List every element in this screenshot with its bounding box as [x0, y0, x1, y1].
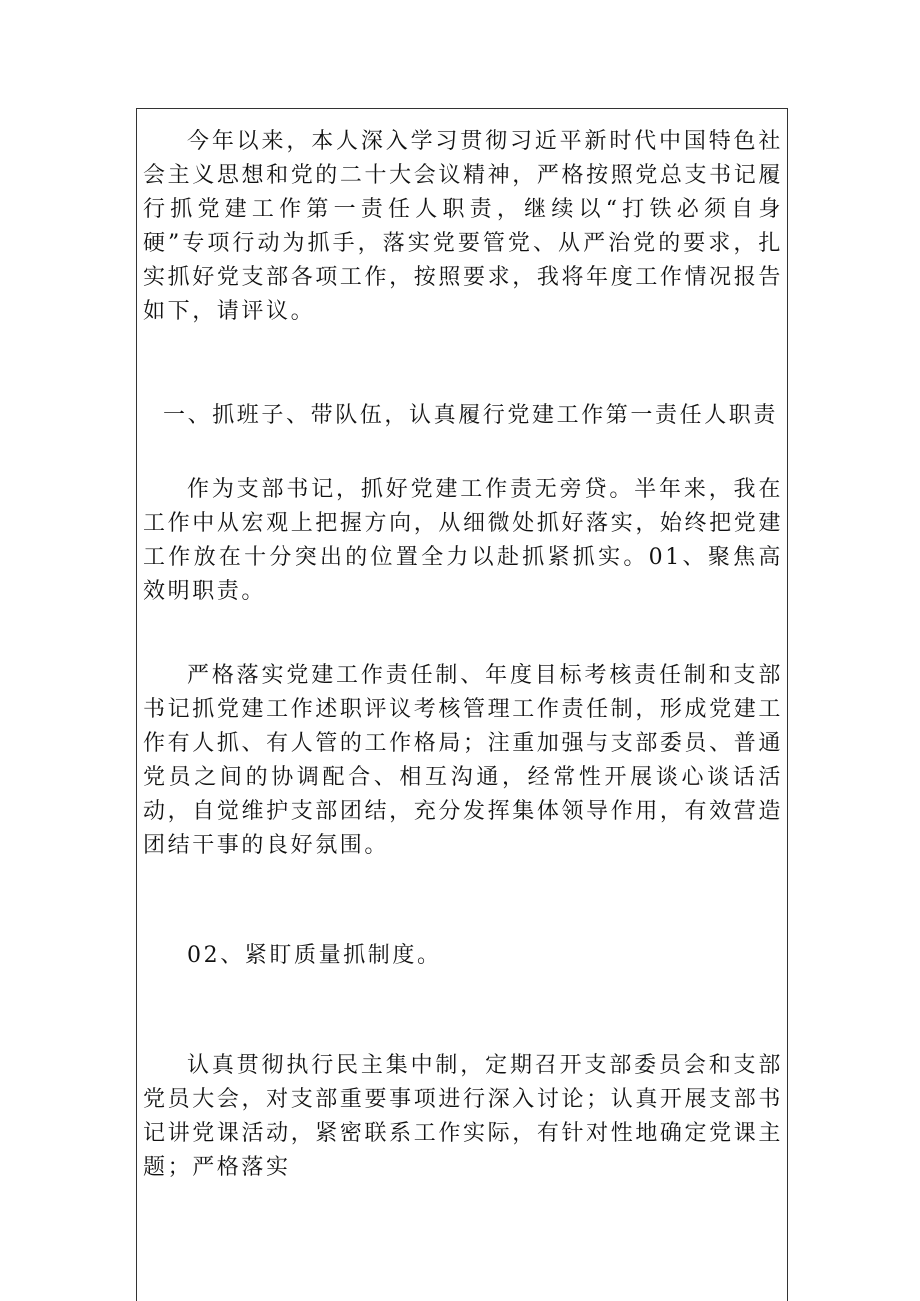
paragraph-duty: 作为支部书记，抓好党建工作责无旁贷。半年来，我在工作中从宏观上把握方向，从细微处抓好落实，始终把党建工作放在十分突出的位置全力以赴抓紧抓实。01、聚焦高效明职责。	[143, 477, 783, 604]
section-heading-1: 一、抓班子、带队伍，认真履行党建工作第一责任人职责	[163, 403, 779, 428]
paragraph-democratic-centralism: 认真贯彻执行民主集中制，定期召开支部委员会和支部党员大会，对支部重要事项进行深入讨论；认真开展支部书记讲党课活动，紧密联系工作实际，有针对性地确定党课主题；严格落实	[143, 1053, 783, 1180]
subheading-02: 02、紧盯质量抓制度。	[187, 943, 442, 968]
paragraph-responsibility-system: 严格落实党建工作责任制、年度目标考核责任制和支部书记抓党建工作述职评议考核管理工作责任制，形成党建工作有人抓、有人管的工作格局；注重加强与支部委员、普通党员之间的协调配合、相互沟通，经常性开展谈心谈话活动，自觉维护支部团结，充分发挥集体领导作用，有效营造团结干事的良好氛围。	[143, 663, 783, 858]
document-frame	[136, 108, 788, 1301]
intro-paragraph: 今年以来，本人深入学习贯彻习近平新时代中国特色社会主义思想和党的二十大会议精神，严格按照党总支书记履行抓党建工作第一责任人职责，继续以“打铁必须自身硬”专项行动为抓手，落实党要管党、从严治党的要求，扎实抓好党支部各项工作，按照要求，我将年度工作情况报告如下，请评议。	[143, 129, 783, 324]
